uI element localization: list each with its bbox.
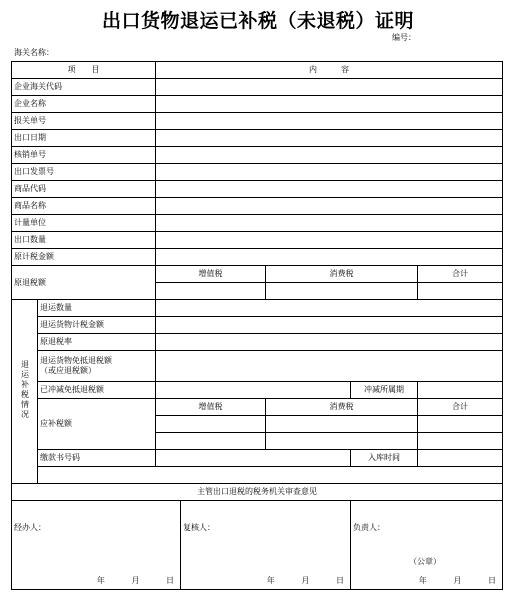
content-cell[interactable]	[156, 450, 351, 467]
content-cell[interactable]	[156, 181, 503, 198]
date-label: 年 月 日	[418, 576, 496, 585]
table-row	[12, 113, 503, 130]
table-row	[12, 198, 503, 215]
row-label: 已冲减免抵退税额	[38, 382, 156, 399]
content-cell[interactable]	[156, 249, 503, 266]
original-refund-label: 原退税额	[12, 266, 156, 300]
row-label: 出口数量	[12, 232, 156, 249]
opinion-header: 主管出口退税的税务机关审查意见	[12, 484, 503, 501]
row-label-line: 退运货物免抵退税额	[40, 356, 112, 365]
original-rate-row	[12, 334, 503, 351]
code-label: 编号：	[392, 33, 416, 42]
total-cell[interactable]	[418, 283, 503, 300]
content-cell[interactable]	[156, 334, 503, 351]
vat-cell[interactable]	[156, 283, 266, 300]
return-tax-amount-row	[12, 317, 503, 334]
row-label: 退运数量	[38, 300, 156, 317]
vat-header: 增值税	[156, 266, 266, 283]
row-label: 企业名称	[12, 96, 156, 113]
content-cell[interactable]	[156, 198, 503, 215]
vat-header: 增值税	[156, 399, 266, 416]
consumption-tax-header: 消费税	[266, 266, 418, 283]
treasury-time-label: 入库时间	[351, 450, 418, 467]
form-title: 出口货物退运已补税（未退税）证明	[101, 10, 414, 32]
content-cell[interactable]	[156, 79, 503, 96]
item-header: 项 目	[12, 62, 156, 79]
content-cell[interactable]	[156, 351, 503, 382]
row-label: 退运货物计税金额	[38, 317, 156, 334]
exempt-refund-row	[12, 351, 503, 382]
content-cell[interactable]	[156, 147, 503, 164]
table-row	[12, 130, 503, 147]
offset-period-label: 冲减所属期	[351, 382, 418, 399]
total-header: 合计	[418, 399, 503, 416]
content-cell[interactable]	[156, 300, 503, 317]
certificate-form-table	[11, 61, 503, 590]
row-label: 企业海关代码	[12, 79, 156, 96]
table-row	[12, 164, 503, 181]
payment-row	[12, 450, 503, 467]
supplement-header-row	[12, 399, 503, 416]
date-label: 年 月 日	[96, 576, 174, 585]
total-cell[interactable]	[418, 433, 503, 450]
vat-cell[interactable]	[156, 416, 266, 433]
row-label: 计量单位	[12, 215, 156, 232]
table-row	[12, 181, 503, 198]
total-header: 合计	[418, 266, 503, 283]
handler-label: 经办人：	[14, 523, 46, 532]
reviewer-sign-cell[interactable]	[181, 501, 351, 590]
row-label-multiline	[38, 351, 156, 382]
row-label: 出口发票号	[12, 164, 156, 181]
content-cell[interactable]	[156, 164, 503, 181]
row-label: 应补税额	[38, 399, 156, 450]
table-row	[12, 96, 503, 113]
offset-row	[12, 382, 503, 399]
consumption-tax-cell[interactable]	[266, 416, 418, 433]
consumption-tax-cell[interactable]	[266, 433, 418, 450]
table-row	[12, 79, 503, 96]
table-row	[12, 147, 503, 164]
reviewer-label: 复核人：	[183, 523, 215, 532]
content-cell[interactable]	[418, 382, 503, 399]
date-label: 年 月 日	[266, 576, 344, 585]
table-row	[12, 215, 503, 232]
signature-row	[12, 501, 503, 590]
content-cell[interactable]	[38, 467, 503, 484]
row-label: 原退税率	[38, 334, 156, 351]
content-cell[interactable]	[156, 232, 503, 249]
content-header: 内 容	[156, 62, 503, 79]
row-label: 报关单号	[12, 113, 156, 130]
row-label: 缴款书号码	[38, 450, 156, 467]
content-cell[interactable]	[418, 450, 503, 467]
consumption-tax-header: 消费税	[266, 399, 418, 416]
content-cell[interactable]	[156, 382, 351, 399]
original-refund-header-row	[12, 266, 503, 283]
section-label: 退运补税情况	[20, 360, 30, 420]
content-cell[interactable]	[156, 113, 503, 130]
header-row	[12, 62, 503, 79]
table-row	[12, 232, 503, 249]
row-label: 出口日期	[12, 130, 156, 147]
content-cell[interactable]	[156, 96, 503, 113]
opinion-row	[12, 484, 503, 501]
total-cell[interactable]	[418, 416, 503, 433]
row-label: 原计税金额	[12, 249, 156, 266]
customs-name-label: 海关名称：	[14, 48, 54, 57]
return-qty-row	[12, 300, 503, 317]
content-cell[interactable]	[156, 215, 503, 232]
handler-sign-cell[interactable]	[12, 501, 181, 590]
content-cell[interactable]	[156, 130, 503, 147]
principal-label: 负责人：	[353, 523, 385, 532]
row-label: 商品代码	[12, 181, 156, 198]
row-label: 商品名称	[12, 198, 156, 215]
vat-cell[interactable]	[156, 433, 266, 450]
blank-row	[12, 467, 503, 484]
content-cell[interactable]	[156, 317, 503, 334]
table-row	[12, 249, 503, 266]
row-label: 核销单号	[12, 147, 156, 164]
row-label-line: （或应退税额）	[40, 366, 96, 375]
official-seal-label: （公章）	[409, 557, 441, 566]
consumption-tax-cell[interactable]	[266, 283, 418, 300]
principal-sign-cell[interactable]	[351, 501, 503, 590]
section-label-cell	[12, 300, 38, 484]
